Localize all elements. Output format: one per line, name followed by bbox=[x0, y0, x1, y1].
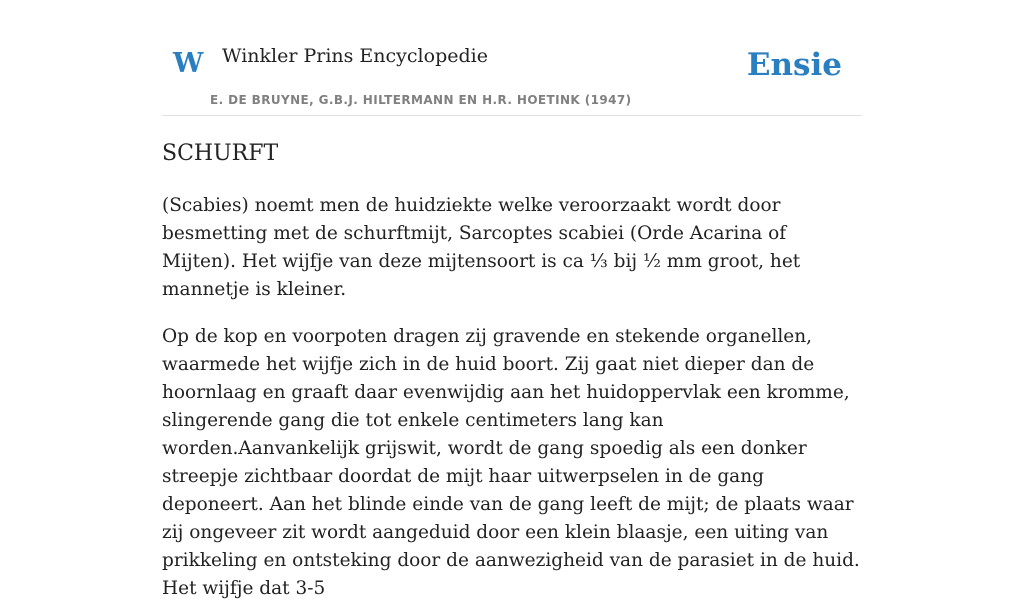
ensie-logo[interactable]: Ensie bbox=[746, 47, 842, 83]
winkler-prins-logo[interactable]: W bbox=[173, 48, 204, 79]
article bbox=[162, 139, 862, 603]
source-title-link[interactable]: Winkler Prins Encyclopedie bbox=[222, 45, 488, 67]
article-paragraph: (Scabies) noemt men de huidziekte welke veroorzaakt wordt door besmetting met de schurftmijt, Sarcoptes scabiei (Orde Acarina of Mijten). Het wijfje van deze mijtensoort is ca ⅓ bij ½ mm groot, het mannetje is kleiner. bbox=[162, 194, 801, 300]
source-authors: E. DE BRUYNE, G.B.J. HILTERMANN EN H.R. HOETINK (1947) bbox=[210, 93, 632, 107]
source-header bbox=[162, 0, 862, 116]
article-paragraph: Op de kop en voorpoten dragen zij gravende en stekende organellen, waarmede het wijfje zich in de huid boort. Zij gaat niet dieper dan de hoornlaag en graaft daar evenwijdig aan het huidoppervlak een kromme, slingerende gang die tot enkele centimeters lang kan worden.Aanvankelijk grijswit, wordt de gang spoedig als een donker streepje zichtbaar doordat de mijt haar uitwerpselen in de gang deponeert. Aan het blinde einde van de gang leeft de mijt; de plaats waar zij ongeveer zit wordt aangeduid door een klein blaasje, een uiting van prikkeling en ontsteking door de aanwezigheid van de parasiet in de huid. Het wijfje dat 3-5 bbox=[162, 325, 860, 599]
article-title: SCHURFT bbox=[162, 141, 279, 166]
